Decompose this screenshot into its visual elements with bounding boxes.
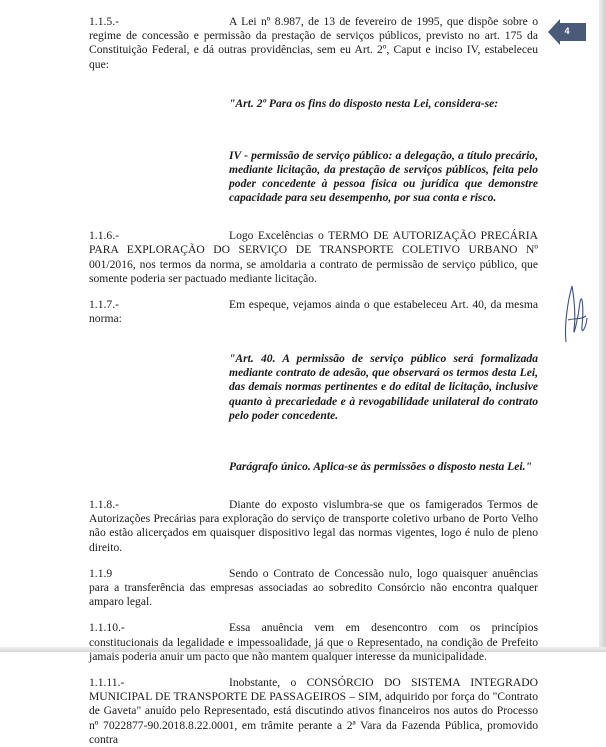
document-body (89, 15, 538, 747)
paragraph-number: 1.1.10.- (89, 621, 125, 635)
paragraph-number: 1.1.7.- (89, 298, 119, 312)
paragraph-text: Inobstante, o CONSÓRCIO DO SISTEMA INTEGRADO MUNICIPAL DE TRANSPORTE DE PASSAGEIROS – SIM, adquirido por força do "Contrato de Gaveta" anuído pelo Representado, está discutindo ativos financeiros nos autos do Processo nº 7022877-90.2018.8.22.0001, em trâmite perante a 2ª Vara da Fazenda Pública, promovido contra (89, 676, 538, 746)
paragraph-1-1-10 (89, 621, 538, 664)
paragraph-number: 1.1.9 (89, 566, 113, 580)
paragraph-1-1-7 (89, 298, 538, 326)
paragraph-1-1-11 (89, 676, 538, 747)
quote-art-2-inciso-iv: IV - permissão de serviço público: a delegação, a título precário, mediante licitação, da prestação de serviços públicos, feita pelo poder concedente à pessoa física ou jurídica que demonstre capacidade para seu desempenho, por sua conta e risco. (229, 148, 538, 205)
paragraph-text: Em espeque, vejamos ainda o que estabeleceu Art. 40, da mesma norma: (89, 298, 538, 326)
paragraph-1-1-9 (89, 567, 538, 610)
quote-paragrafo-unico: Parágrafo único. Aplica-se às permissões o disposto nesta Lei." (229, 460, 532, 474)
paragraph-number: 1.1.11.- (89, 676, 125, 690)
paragraph-text: A Lei nº 8.987, de 13 de fevereiro de 1995, que dispõe sobre o regime de concessão e permissão da prestação de serviços públicos, previsto no art. 175 da Constituição Federal, e dá outras providências, sem eu Art. 2º, Caput e inciso IV, estabeleceu que: (89, 15, 538, 71)
paragraph-text: Essa anuência vem em desencontro com os princípios constitucionais da legalidade e impessoalidade, já que o Representado, na condição de Prefeito jamais poderia anuir um pacto que não mantem qualquer interesse da municipalidade. (89, 621, 538, 663)
signature-mark (560, 280, 590, 350)
paragraph-number: 1.1.6.- (89, 229, 119, 243)
quote-art-2-intro: "Art. 2º Para os fins do disposto nesta Lei, considera-se: (229, 97, 499, 111)
paragraph-1-1-5 (89, 15, 538, 72)
quote-art-40: "Art. 40. A permissão de serviço público será formalizada mediante contrato de adesão, que observará os termos desta Lei, das demais normas pertinentes e do edital de licitação, inclusive quanto à precariedade e à revogabilidade unilateral do contrato pelo poder concedente. (229, 352, 538, 422)
paragraph-text: Diante do exposto vislumbra-se que os famigerados Termos de Autorizações Precárias para exploração do serviço de transporte coletivo urbano de Porto Velho não estão alicerçados em quaisquer dispositivo legal das normas vigentes, logo é nulo de pleno direito. (89, 498, 538, 554)
paragraph-text: Sendo o Contrato de Concessão nulo, logo quaisquer anuências para a transferência das empresas associadas ao sobredito Consórcio não encontra qualquer amparo legal. (89, 566, 538, 609)
page-edge-shadow (599, 0, 606, 652)
page-number: 4 (564, 26, 570, 36)
paragraph-number: 1.1.8.- (89, 498, 119, 512)
paragraph-1-1-8 (89, 498, 538, 555)
paragraph-1-1-6 (89, 229, 538, 286)
paragraph-number: 1.1.5.- (89, 15, 119, 28)
paragraph-text: Logo Excelências o TERMO DE AUTORIZAÇÃO PRECÁRIA PARA EXPLORAÇÃO DO SERVIÇO DE TRANSPORTE COLETIVO URBANO Nº 001/2016, nos termos da norma, se amoldaria a contrato de permissão de serviço público, que somente poderia ser pactuado mediante licitação. (89, 229, 538, 285)
